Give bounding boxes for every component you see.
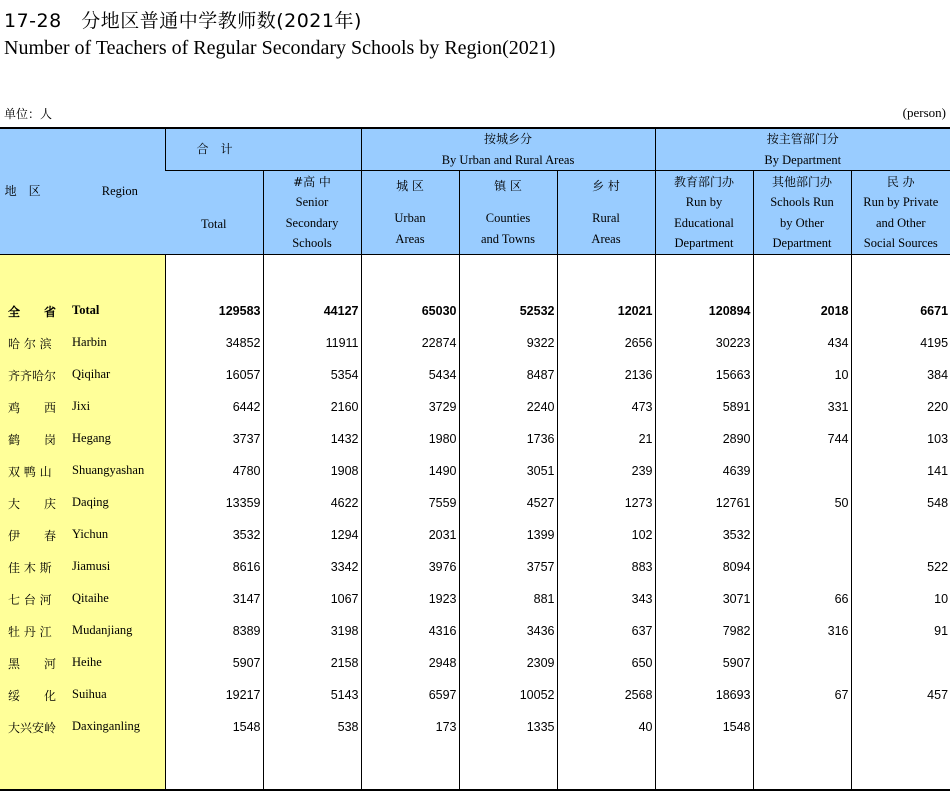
header-department-group: [655, 128, 950, 171]
spacer-row: [0, 255, 950, 296]
header-counties-line2: and Towns: [480, 231, 536, 246]
table-row: [0, 519, 950, 551]
cell-senior: 4622: [263, 487, 361, 519]
region-cell: [0, 583, 165, 615]
region-cell: [0, 295, 165, 327]
region-name-en: Qiqihar: [72, 367, 111, 381]
cell-counties: 10052: [459, 679, 557, 711]
cell-private: 4195: [851, 327, 950, 359]
header-senior-line3: Secondary: [285, 215, 339, 230]
header-other-department: [753, 171, 851, 255]
table-body: [0, 255, 950, 791]
cell-rural: 21: [557, 423, 655, 455]
header-department-cn: 按主管部门分: [766, 132, 839, 146]
cell-rural: 650: [557, 647, 655, 679]
header-urban-rural-group: [361, 128, 655, 171]
cell-rural: 239: [557, 455, 655, 487]
cell-private: 457: [851, 679, 950, 711]
cell-urban: 5434: [361, 359, 459, 391]
header-educational: [655, 171, 753, 255]
cell-senior: 2160: [263, 391, 361, 423]
region-name-en: Jixi: [72, 399, 91, 413]
cell-total: 13359: [165, 487, 263, 519]
header-total: [165, 171, 263, 255]
region-cell: [0, 551, 165, 583]
header-total-group: [165, 128, 361, 171]
cell-edu: 15663: [655, 359, 753, 391]
cell-senior: 1294: [263, 519, 361, 551]
header-region-en: Region: [101, 184, 138, 199]
region-name-cn: 七 台 河: [8, 593, 52, 607]
cell-other: 2018: [753, 295, 851, 327]
header-urban-rural-cn: 按城乡分: [484, 132, 533, 146]
header-counties-cn: 镇 区: [494, 178, 522, 193]
cell-other: [753, 519, 851, 551]
table-row: [0, 551, 950, 583]
trailing-empty-row: [0, 743, 950, 790]
cell-counties: 2309: [459, 647, 557, 679]
header-educational-line1: Run by: [685, 195, 723, 209]
region-name-cn: 伊 春: [8, 529, 57, 543]
region-name-cn: 绥 化: [8, 689, 57, 703]
header-private-cn: 民 办: [886, 174, 915, 189]
cell-edu: 3071: [655, 583, 753, 615]
cell-urban: 65030: [361, 295, 459, 327]
cell-private: 10: [851, 583, 950, 615]
cell-total: 129583: [165, 295, 263, 327]
table-row: [0, 327, 950, 359]
region-name-en: Hegang: [72, 431, 111, 445]
cell-urban: 3729: [361, 391, 459, 423]
cell-urban: 2948: [361, 647, 459, 679]
header-region-cn: 地 区: [4, 184, 41, 199]
cell-counties: 881: [459, 583, 557, 615]
region-cell: [0, 359, 165, 391]
cell-edu: 4639: [655, 455, 753, 487]
table-title-chinese: 17-28 分地区普通中学教师数(2021年): [4, 10, 362, 32]
cell-counties: 52532: [459, 295, 557, 327]
region-name-cn: 佳 木 斯: [8, 561, 52, 575]
cell-private: 220: [851, 391, 950, 423]
table-row: [0, 711, 950, 743]
table-row: [0, 391, 950, 423]
table-row: [0, 487, 950, 519]
table-row-total: [0, 295, 950, 327]
cell-other: [753, 551, 851, 583]
header-private-line3: Social Sources: [863, 236, 938, 250]
region-name-cn: 黑 河: [8, 657, 57, 671]
region-name-en: Suihua: [72, 687, 107, 701]
header-other-line1: Schools Run: [770, 195, 834, 209]
cell-edu: 30223: [655, 327, 753, 359]
cell-other: [753, 455, 851, 487]
cell-counties: 1399: [459, 519, 557, 551]
table-header: [0, 128, 950, 255]
cell-total: 19217: [165, 679, 263, 711]
header-educational-line2: Educational: [674, 215, 734, 230]
header-total-cn: 合 计: [196, 142, 233, 157]
cell-urban: 1490: [361, 455, 459, 487]
cell-senior: 5143: [263, 679, 361, 711]
table-row: [0, 455, 950, 487]
unit-label-english: (person): [902, 105, 946, 120]
table-row: [0, 647, 950, 679]
cell-other: [753, 647, 851, 679]
region-cell: [0, 615, 165, 647]
cell-edu: 1548: [655, 711, 753, 743]
cell-other: 67: [753, 679, 851, 711]
cell-rural: 473: [557, 391, 655, 423]
region-name-en: Qitaihe: [72, 591, 109, 605]
table-row: [0, 359, 950, 391]
cell-senior: 538: [263, 711, 361, 743]
header-urban-rural-en: By Urban and Rural Areas: [441, 152, 575, 167]
header-senior-cn: #高 中: [293, 174, 331, 189]
region-name-cn: 大兴安岭: [8, 721, 57, 735]
region-cell: [0, 455, 165, 487]
cell-other: 10: [753, 359, 851, 391]
cell-total: 3532: [165, 519, 263, 551]
header-counties-line1: Counties: [485, 211, 531, 226]
cell-other: [753, 711, 851, 743]
table-row: [0, 583, 950, 615]
header-rural-cn: 乡 村: [592, 178, 620, 193]
table-row: [0, 423, 950, 455]
cell-counties: 3051: [459, 455, 557, 487]
cell-senior: 11911: [263, 327, 361, 359]
region-cell: [0, 487, 165, 519]
region-name-cn: 双 鸭 山: [8, 465, 52, 479]
region-cell: [0, 391, 165, 423]
cell-private: 91: [851, 615, 950, 647]
cell-total: 3737: [165, 423, 263, 455]
cell-edu: 8094: [655, 551, 753, 583]
region-name-cn: 大 庆: [8, 497, 57, 511]
region-name-en: Shuangyashan: [72, 463, 145, 477]
cell-counties: 3436: [459, 615, 557, 647]
cell-urban: 7559: [361, 487, 459, 519]
region-name-en: Mudanjiang: [72, 623, 133, 637]
cell-rural: 2568: [557, 679, 655, 711]
cell-rural: 637: [557, 615, 655, 647]
cell-urban: 1980: [361, 423, 459, 455]
header-senior-line4: Schools: [292, 236, 332, 250]
header-urban-line1: Urban: [394, 211, 426, 226]
header-counties: [459, 171, 557, 255]
cell-total: 8616: [165, 551, 263, 583]
region-cell: [0, 519, 165, 551]
header-private: [851, 171, 950, 255]
table-row: [0, 679, 950, 711]
cell-total: 4780: [165, 455, 263, 487]
header-private-line2: and Other: [875, 215, 926, 230]
cell-urban: 6597: [361, 679, 459, 711]
cell-urban: 173: [361, 711, 459, 743]
cell-senior: 3198: [263, 615, 361, 647]
cell-private: 548: [851, 487, 950, 519]
cell-edu: 3532: [655, 519, 753, 551]
cell-counties: 3757: [459, 551, 557, 583]
cell-private: 103: [851, 423, 950, 455]
cell-edu: 7982: [655, 615, 753, 647]
cell-total: 3147: [165, 583, 263, 615]
header-educational-cn: 教育部门办: [674, 174, 735, 189]
cell-counties: 4527: [459, 487, 557, 519]
table-row: [0, 615, 950, 647]
cell-edu: 120894: [655, 295, 753, 327]
cell-rural: 102: [557, 519, 655, 551]
region-name-cn: 哈 尔 滨: [8, 337, 52, 351]
cell-rural: 40: [557, 711, 655, 743]
header-rural-line1: Rural: [592, 211, 620, 226]
cell-counties: 1335: [459, 711, 557, 743]
header-other-line2: by Other: [779, 215, 825, 230]
cell-rural: 1273: [557, 487, 655, 519]
header-senior-secondary: [263, 171, 361, 255]
cell-urban: 22874: [361, 327, 459, 359]
cell-senior: 1432: [263, 423, 361, 455]
cell-senior: 3342: [263, 551, 361, 583]
cell-private: [851, 519, 950, 551]
region-name-cn: 齐齐哈尔: [8, 369, 57, 383]
region-name-en: Jiamusi: [72, 559, 111, 573]
cell-other: 434: [753, 327, 851, 359]
cell-other: 50: [753, 487, 851, 519]
region-name-en: Yichun: [72, 527, 109, 541]
cell-total: 8389: [165, 615, 263, 647]
cell-total: 6442: [165, 391, 263, 423]
header-other-line3: Department: [772, 236, 832, 250]
cell-private: 522: [851, 551, 950, 583]
cell-rural: 343: [557, 583, 655, 615]
cell-other: 744: [753, 423, 851, 455]
cell-rural: 2656: [557, 327, 655, 359]
header-urban-line2: Areas: [395, 231, 425, 246]
teachers-table-container: [0, 127, 950, 791]
cell-rural: 2136: [557, 359, 655, 391]
cell-senior: 5354: [263, 359, 361, 391]
cell-other: 331: [753, 391, 851, 423]
region-name-cn: 牡 丹 江: [8, 625, 52, 639]
region-name-en: Daqing: [72, 495, 109, 509]
cell-counties: 2240: [459, 391, 557, 423]
region-cell: [0, 423, 165, 455]
header-rural-line2: Areas: [591, 231, 621, 246]
region-name-cn: 全 省: [8, 305, 57, 319]
cell-urban: 4316: [361, 615, 459, 647]
cell-total: 16057: [165, 359, 263, 391]
region-cell: [0, 711, 165, 743]
header-other-cn: 其他部门办: [772, 174, 833, 189]
cell-rural: 883: [557, 551, 655, 583]
cell-counties: 8487: [459, 359, 557, 391]
cell-edu: 12761: [655, 487, 753, 519]
cell-total: 5907: [165, 647, 263, 679]
unit-label-chinese: 单位：人: [4, 107, 53, 121]
header-private-line1: Run by Private: [863, 195, 939, 209]
cell-private: 384: [851, 359, 950, 391]
header-urban: [361, 171, 459, 255]
header-educational-line3: Department: [674, 236, 734, 250]
cell-senior: 2158: [263, 647, 361, 679]
cell-urban: 1923: [361, 583, 459, 615]
header-rural: [557, 171, 655, 255]
cell-rural: 12021: [557, 295, 655, 327]
teachers-table: [0, 127, 950, 791]
cell-private: [851, 647, 950, 679]
cell-urban: 2031: [361, 519, 459, 551]
header-urban-cn: 城 区: [396, 178, 424, 193]
cell-private: 141: [851, 455, 950, 487]
cell-private: 6671: [851, 295, 950, 327]
cell-senior: 44127: [263, 295, 361, 327]
cell-edu: 5891: [655, 391, 753, 423]
region-cell: [0, 327, 165, 359]
cell-private: [851, 711, 950, 743]
cell-senior: 1067: [263, 583, 361, 615]
cell-urban: 3976: [361, 551, 459, 583]
region-name-cn: 鹤 岗: [8, 433, 57, 447]
cell-counties: 1736: [459, 423, 557, 455]
region-cell: [0, 647, 165, 679]
cell-total: 34852: [165, 327, 263, 359]
cell-total: 1548: [165, 711, 263, 743]
table-title-english: Number of Teachers of Regular Secondary Schools by Region(2021): [4, 37, 556, 59]
region-name-cn: 鸡 西: [8, 401, 57, 415]
region-name-en: Harbin: [72, 335, 107, 349]
region-name-en: Heihe: [72, 655, 102, 669]
region-cell: [0, 679, 165, 711]
region-name-en: Total: [72, 303, 100, 317]
cell-edu: 2890: [655, 423, 753, 455]
header-senior-line2: Senior: [295, 195, 329, 209]
header-total-en: Total: [200, 216, 227, 231]
region-name-en: Daxinganling: [72, 719, 141, 733]
cell-edu: 18693: [655, 679, 753, 711]
cell-edu: 5907: [655, 647, 753, 679]
cell-senior: 1908: [263, 455, 361, 487]
header-region: [0, 128, 165, 255]
header-department-en: By Department: [764, 152, 842, 167]
cell-other: 66: [753, 583, 851, 615]
cell-counties: 9322: [459, 327, 557, 359]
cell-other: 316: [753, 615, 851, 647]
